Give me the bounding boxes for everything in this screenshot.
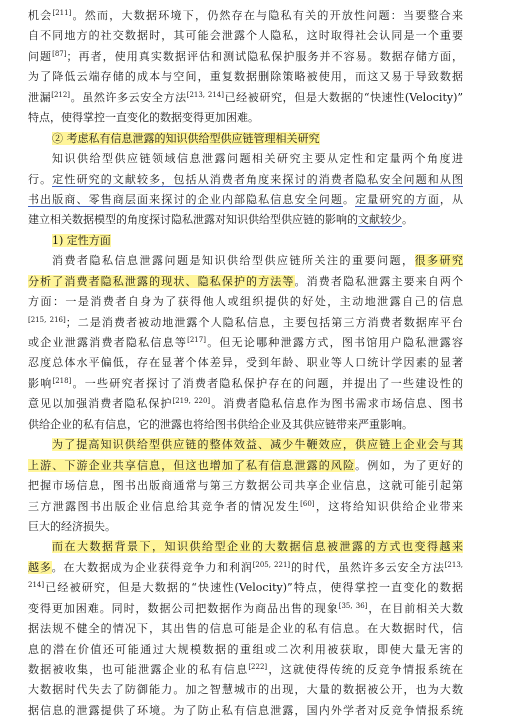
text-segment: 。例如，为了更好的 <box>355 458 463 472</box>
citation-marker: [205, 221] <box>252 560 291 569</box>
text-line <box>0 149 463 169</box>
text-line <box>0 476 463 496</box>
text-segment: 知识供给型供应链领域信息泄露问题相关研究主要从定性和定量两个角度进 <box>52 152 463 166</box>
text-line <box>0 231 463 251</box>
text-segment: 自不同地方的社交数据时，其可能会泄露个人隐私，这时取得社会认同是一个重要 <box>28 29 463 43</box>
text-segment: ，从 <box>439 192 463 206</box>
text-segment: 为了降低云端存储的成本与空间，重复数据删除策略被使用，而这又易于导致数据 <box>28 70 463 84</box>
text-segment: 。消费者隐私泄露主要来自两个 <box>294 274 463 288</box>
text-line <box>0 558 463 578</box>
text-line <box>0 190 463 210</box>
text-segment: ，这就使得传统的反竞争情报系统在 <box>267 663 463 676</box>
highlighted-text: 1) 定性方面 <box>52 233 111 247</box>
text-line <box>0 67 463 87</box>
text-line <box>0 517 463 537</box>
highlighted-text: 越多 <box>28 560 52 574</box>
text-segment: 供给企业的私有信息，它的泄露也将给图书供给企业及其供应链带来严重影响。 <box>28 417 413 431</box>
text-segment: 行。 <box>28 172 53 186</box>
citation-marker: [219, 220] <box>172 397 211 406</box>
text-segment: 。 <box>342 192 356 206</box>
citation-marker: [87] <box>52 49 67 58</box>
text-segment: 影响 <box>28 376 53 390</box>
text-segment: 已经被研究，但是大数据的“快速性(Velocity)”特点，使得掌控一直变化的数据 <box>44 581 463 595</box>
text-line <box>0 88 463 108</box>
text-segment: 。但无论哪种泄露方式，图书馆用户隐私泄露容 <box>205 336 463 349</box>
highlighted-text: ② 考虑私有信息泄露的知识供给型供应链管理相关研究 <box>52 131 320 145</box>
text-segment: ，这将给知识供给企业带来 <box>314 499 463 513</box>
text-line <box>0 272 463 292</box>
citation-marker: [212] <box>51 90 71 99</box>
text-line <box>0 394 463 414</box>
underlined-text: 定量研究的方面 <box>355 192 440 206</box>
underlined-text: 文献较少 <box>358 213 402 227</box>
text-segment: 变得更加困难。同时，数据公司把数据作为商品出售的现象 <box>28 601 339 615</box>
text-line <box>0 415 463 435</box>
text-segment: ；二是消费者被动地泄露个人隐私信息，主要包括第三方消费者数据库平台 <box>65 315 463 329</box>
citation-marker: 214] <box>28 581 45 590</box>
citation-marker: [60] <box>300 499 315 508</box>
text-segment: 特点，使得掌控一直变化的数据变得更加困难。 <box>28 111 259 125</box>
text-segment: 数据被收集，也可能泄露企业的私有信息 <box>28 663 249 676</box>
text-segment: ，在目前相关大数 <box>367 601 463 615</box>
text-line <box>0 619 463 639</box>
underlined-text: 书出版商、零售商层面来探讨的企业内部隐私信息安全问题 <box>28 192 343 206</box>
text-line <box>0 333 463 353</box>
text-segment: 机会 <box>28 9 53 22</box>
text-line <box>0 578 463 598</box>
citation-marker: [213, <box>444 560 463 569</box>
text-segment: 消费者隐私信息泄露问题是知识供给型供应链所关注的重要问题， <box>52 254 415 268</box>
text-segment: 。消费者隐私信息作为图书需求市场信息、图书 <box>210 397 463 411</box>
text-segment: 泄漏 <box>28 90 52 104</box>
citation-marker: [35, 36] <box>338 601 368 610</box>
text-line <box>0 170 463 190</box>
text-segment: 。 <box>402 213 413 227</box>
text-segment: 意见以加强消费者隐私保护 <box>28 397 173 411</box>
text-segment: 据信息的泄露提供了环境。为了防止私有信息泄露，国内外学者对反竞争情报系统 <box>28 703 463 717</box>
text-segment: 。虽然许多云安全方法 <box>70 90 187 104</box>
text-segment: 建立相关数据模型的角度探讨隐私泄露对知识供给型供应链的影响的 <box>28 213 358 227</box>
text-line <box>0 497 463 517</box>
text-segment: 三方泄露图书出版企业信息给其竞争者的情况发生 <box>28 499 301 513</box>
text-line <box>0 47 463 67</box>
text-segment: ；再者，使用真实数据评估和测试隐私保护服务并不容易。数据存储方面， <box>66 49 463 63</box>
text-segment: 问题 <box>28 49 53 63</box>
text-line <box>0 599 463 619</box>
text-line <box>0 26 463 46</box>
highlighted-text: 为了提高知识供给型供应链的整体效益、减少牛鞭效应，供应链上企业会与其 <box>52 438 463 452</box>
text-line <box>0 292 463 312</box>
citation-marker: [222] <box>248 663 268 671</box>
text-line <box>0 435 463 455</box>
text-line <box>0 701 463 721</box>
text-line <box>0 353 463 373</box>
text-segment: 据法规不健全的情况下，其出售的信息可能是企业的私有信息。在大数据时代，信 <box>28 622 463 636</box>
text-segment: 。然而，大数据环境下，仍然存在与隐私有关的开放性问题：当要整合来 <box>71 9 463 22</box>
text-segment: 忍度总体水平偏低，存在显著个体差异，受到年龄、职业等人口统计学因素的显著 <box>28 356 463 370</box>
text-segment: 息的潜在价值还可能通过大规模数据的重组或二次利用被获取，即使大量无害的 <box>28 642 463 656</box>
citation-marker: [211] <box>52 9 72 17</box>
text-segment: 。一些研究者探讨了消费者隐私保护存在的问题，并提出了一些建设性的 <box>71 376 463 390</box>
text-line <box>0 251 463 271</box>
text-line <box>0 6 463 26</box>
text-segment: 方面：一是消费者自身为了获得他人或组织提供的好处，主动地泄露自己的信息 <box>28 295 463 309</box>
text-line <box>0 313 463 333</box>
text-line <box>0 210 463 230</box>
text-segment: 巨大的经济损失。 <box>28 519 116 533</box>
text-line <box>0 129 463 149</box>
text-segment: 。在大数据成为企业获得竞争力和利润 <box>51 560 253 574</box>
text-line <box>0 537 463 557</box>
citation-marker: [215, 216] <box>28 315 66 324</box>
text-line <box>0 640 463 660</box>
underlined-text: 定性研究的文献较多，包括从消费者角度来探讨的消费者隐私安全问题和从图 <box>52 172 463 186</box>
highlighted-text: 上游、下游企业共享信息，但这也增加了私有信息泄露的风险 <box>28 458 356 472</box>
text-segment: 大数据时代失去了防御能力。加之智慧城市的出现，大量的数据被公开，也为大数 <box>28 683 463 697</box>
citation-marker: [218] <box>52 376 72 385</box>
citation-marker: [213, 214] <box>186 90 224 99</box>
text-segment: 已经被研究，但是大数据的“快速性(Velocity)” <box>223 90 463 104</box>
highlighted-text: 分析了消费者隐私泄露的现状、隐私保护的方法等 <box>28 274 295 288</box>
text-line <box>0 374 463 394</box>
text-line <box>0 456 463 476</box>
text-line <box>0 660 463 680</box>
text-line <box>0 108 463 128</box>
text-segment: 把握市场信息，图书出版商通常与第三方数据公司共享企业信息，这就可能引起第 <box>28 479 463 493</box>
citation-marker: [217] <box>187 336 206 344</box>
text-line <box>0 680 463 700</box>
text-segment: 的时代，虽然许多云安全方法 <box>290 560 445 574</box>
highlighted-text: 很多研究 <box>414 254 463 268</box>
highlighted-text: 而在大数据背景下，知识供给型企业的大数据信息被泄露的方式也变得越来 <box>52 540 463 554</box>
text-segment: 或企业泄露消费者隐私信息等 <box>28 336 188 349</box>
